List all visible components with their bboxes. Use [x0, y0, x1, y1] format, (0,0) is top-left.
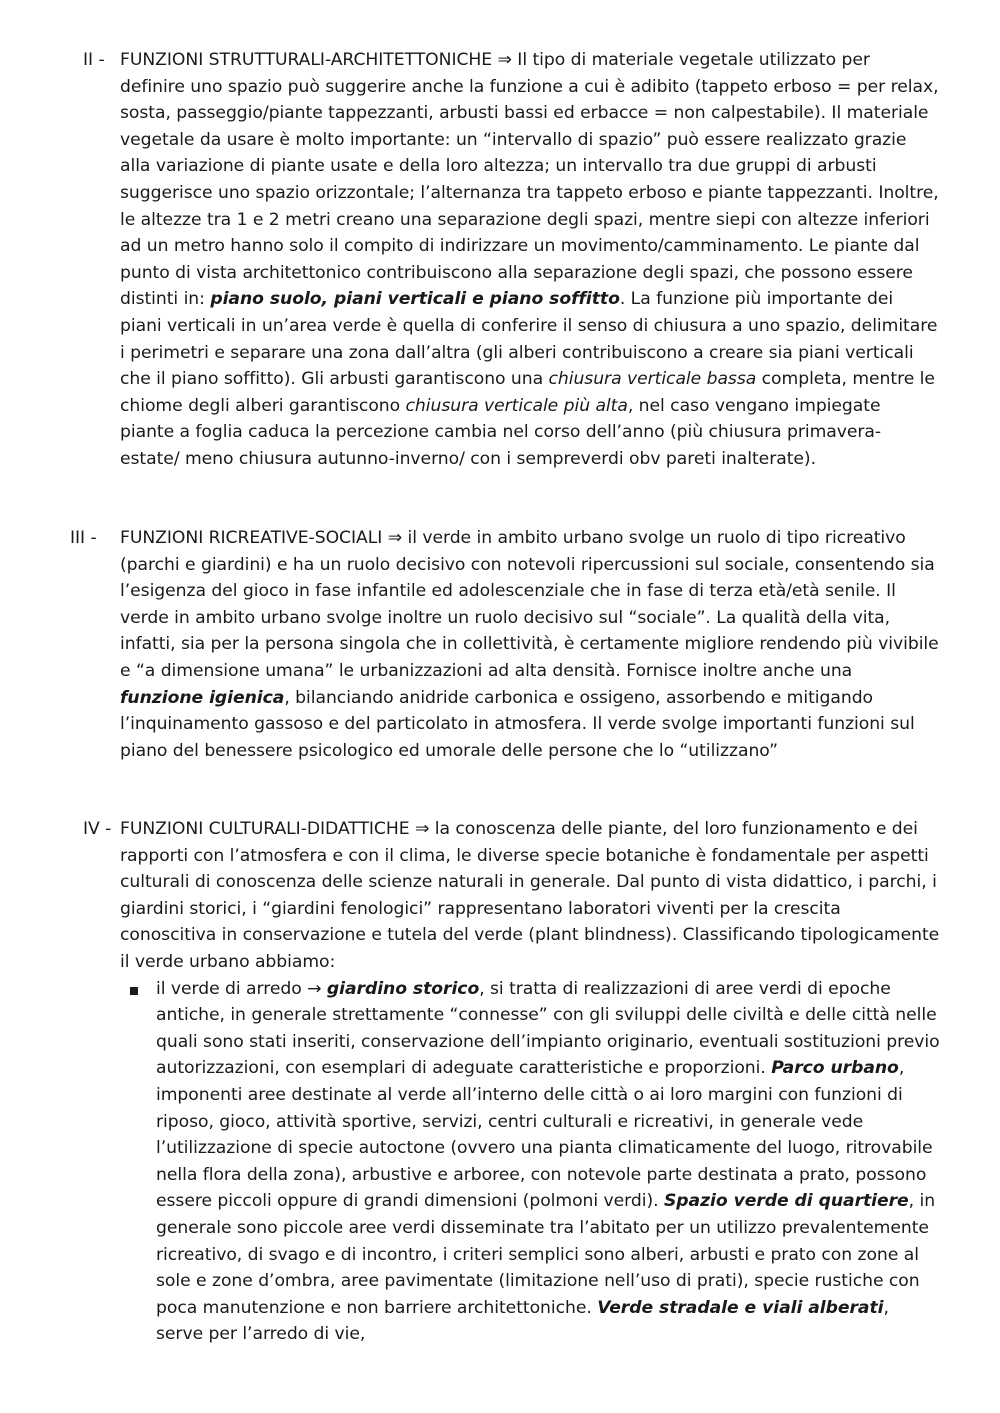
list-item-text: , imponenti aree destinate al verde all’interno delle città o ai loro margini con funzioni di riposo, gioco, attività sportive, servizi, centri culturali e ricreativi, in generale vede l’utilizzazione di specie autoctone (ovvero una pianta climaticamente del luogo, ritrovabile nella flora della zona), arbustive e arboree, con notevole parte destinata a prato, possono essere piccoli oppure di grandi dimensioni (polmoni verdi). — [156, 1058, 933, 1212]
section-heading: FUNZIONI CULTURALI-DIDATTICHE — [120, 819, 410, 839]
list-item-text: , in generale sono piccole aree verdi disseminate tra l’abitato per un utilizzo prevalentemente ricreativo, di svago e di incontro, i criteri semplici sono alberi, arbusti e prato con zone al sole e zone d’ombra, aree pavimentate (limitazione nell’uso di prati), specie rustiche con poca manutenzione e non barriere architettoniche. — [156, 1191, 936, 1318]
list-item-text: , si tratta di realizzazioni di aree verdi di epoche antiche, in generale strettamente “connesse” con gli sviluppi delle civiltà e delle città nelle quali sono stati inseriti, conservazione dell’impianto originario, eventuali sostituzioni previo autorizzazioni, con esemplari di adeguate caratteristiche e proporzioni. — [156, 978, 940, 1079]
emphasis-neighborhood-green: Spazio verde di quartiere — [663, 1191, 909, 1212]
paragraph-text: , nel caso vengano impiegate piante a foglia caduca la percezione cambia nel corso dell’anno (più chiusura primavera-estate/ meno chiusura autunno-inverno/ con i sempreverdi obv pareti inalterate). — [120, 395, 882, 469]
section-paragraph — [120, 525, 940, 764]
square-bullet-icon — [130, 987, 138, 995]
paragraph-text: . La funzione più importante dei piani verticali in un’area verde è quella di conferire il senso di chiusura a uno spazio, delimitare i perimetri e separare una zona dall’altra (gli alberi contribuiscono a creare sia piani verticali che il piano soffitto). Gli arbusti garantiscono una — [120, 289, 938, 390]
emphasis-urban-park: Parco urbano — [771, 1058, 899, 1079]
emphasis-street-green: Verde stradale e viali alberati — [597, 1297, 884, 1318]
section-numeral: IV - — [83, 819, 112, 839]
emphasis-planes: piano suolo, piani verticali e piano soffitto — [210, 289, 620, 310]
paragraph-text: , bilanciando anidride carbonica e ossigeno, assorbendo e mitigando l’inquinamento gassoso e del particolato in atmosfera. Il verde svolge importanti funzioni sul piano del benessere psicologico ed umorale delle persone che lo “utilizzano” — [120, 687, 915, 761]
section-cultural-didactic — [83, 816, 940, 1348]
bullet-list — [120, 976, 940, 1348]
paragraph-text: Il tipo di materiale vegetale utilizzato per definire uno spazio può suggerire anche la funzione a cui è adibito (tappeto erboso = per relax, sosta, passeggio/piante tappezzanti, arbusti bassi ed erbacce = non calpestabile). Il materiale vegetale da usare è molto importante: un “intervallo di spazio” può essere realizzato grazie alla variazione di piante usate e della loro altezza; un intervallo tra due gruppi di arbusti suggerisce uno spazio orizzontale; l’alternanza tra tappeto erboso e piante tappezzanti. Inoltre, le altezze tra 1 e 2 metri creano una separazione degli spazi, mentre siepi con altezze inferiori ad un metro hanno solo il compito di indirizzare un movimento/camminamento. Le piante dal punto di vista architettonico contribuiscono alla separazione degli spazi, che possono essere distinti in: — [120, 50, 939, 310]
section-numeral: II - — [83, 50, 105, 70]
emphasis-hygienic-function: funzione igienica — [120, 687, 285, 708]
section-heading: FUNZIONI STRUTTURALI-ARCHITETTONICHE — [120, 50, 493, 70]
paragraph-text: la conoscenza delle piante, del loro funzionamento e dei rapporti con l’atmosfera e con il clima, le diverse specie botaniche è fondamentale per aspetti culturali di conoscenza delle scienze naturali in generale. Dal punto di vista didattico, i parchi, i giardini storici, i “giardini fenologici” rappresentano laboratori viventi per la crescita conoscitiva in conservazione e tutela del verde (plant blindness). Classificando tipologicamente il verde urbano abbiamo: — [120, 819, 940, 972]
arrow-symbol: ⇒ — [497, 50, 512, 70]
list-item — [120, 976, 940, 1348]
emphasis-historic-garden: giardino storico — [326, 978, 480, 999]
section-numeral: III - — [70, 528, 97, 548]
list-item-lead: il verde di arredo → — [156, 978, 327, 999]
section-paragraph — [120, 816, 940, 976]
paragraph-text: il verde in ambito urbano svolge un ruolo di tipo ricreativo (parchi e giardini) e ha un ruolo decisivo con notevoli ripercussioni sul sociale, consentendo sia l’esigenza del gioco in fase infantile ed adolescenziale che in fase di terza età/età senile. Il verde in ambito urbano svolge inoltre un ruolo decisivo sul “sociale”. La qualità della vita, infatti, sia per la persona singola che in collettività, è certamente migliore rendendo più vivibile e “a dimensione umana” le urbanizzazioni ad alta densità. Fornisce inoltre anche una — [120, 528, 939, 681]
emphasis-low-closure: chiusura verticale bassa — [548, 369, 757, 390]
section-structural-architectural — [83, 47, 940, 473]
section-recreational-social — [70, 525, 940, 764]
arrow-symbol: ⇒ — [414, 819, 430, 839]
section-paragraph — [120, 47, 940, 473]
list-item-text: , serve per l’arredo di vie, — [156, 1297, 889, 1345]
emphasis-high-closure: chiusura verticale più alta — [405, 395, 628, 416]
paragraph-text: completa, mentre le chiome degli alberi garantiscono — [120, 369, 935, 416]
section-heading: FUNZIONI RICREATIVE-SOCIALI — [120, 528, 383, 548]
arrow-symbol: ⇒ — [387, 528, 403, 548]
